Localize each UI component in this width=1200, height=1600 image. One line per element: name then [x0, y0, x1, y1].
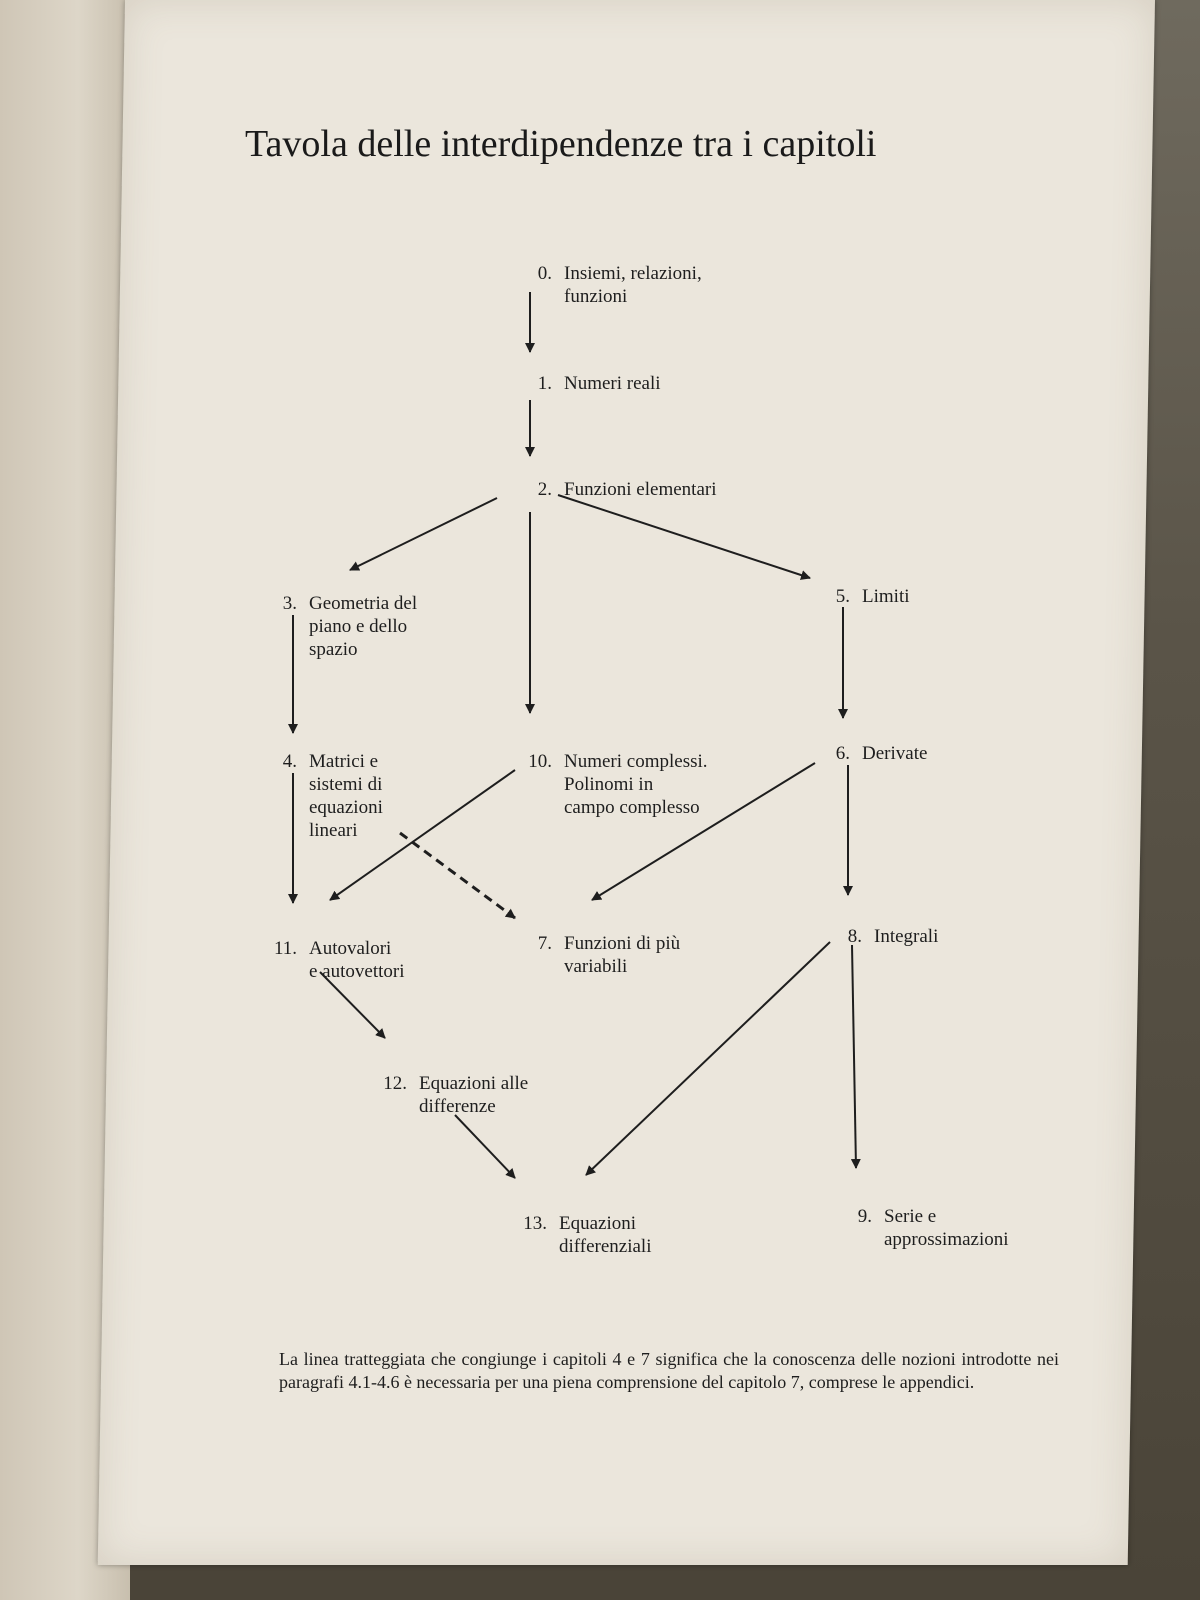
edge-2-to-3 [350, 498, 497, 570]
chapter-label-line: Serie e [884, 1206, 937, 1227]
chapter-label-line: differenze [419, 1096, 496, 1117]
chapter-label-line: differenziali [559, 1236, 652, 1257]
chapter-label [559, 1212, 652, 1258]
chapter-number: 2. [537, 479, 552, 500]
chapter-label-line: Polinomi in [564, 774, 654, 795]
chapter-label-line: Equazioni [559, 1213, 637, 1234]
page-title: Tavola delle interdipendenze tra i capitoli [245, 123, 877, 165]
chapter-number: 10. [528, 751, 552, 772]
footnote: La linea tratteggiata che congiunge i capitoli 4 e 7 significa che la conoscenza delle nozioni introdotte nei paragrafi 4.1-4.6 è necessaria per una piena comprensione del capitolo 7, comprese le appendici. [279, 1349, 1059, 1392]
chapter-label [564, 372, 661, 395]
chapter-label-line: Geometria del [309, 593, 418, 614]
chapter-label [874, 925, 938, 948]
chapter-number: 7. [537, 933, 552, 954]
chapter-label [564, 262, 702, 308]
chapter-label-line: Equazioni alle [419, 1073, 529, 1094]
chapter-label-line: campo complesso [564, 797, 700, 818]
chapter-label-line: Matrici e [309, 751, 379, 772]
chapter-label-line: variabili [564, 956, 628, 977]
chapter-label-line: funzioni [564, 286, 628, 307]
chapter-label [419, 1072, 528, 1118]
chapter-number: 6. [835, 743, 850, 764]
chapter-number: 12. [383, 1073, 407, 1094]
chapter-label-line: Insiemi, relazioni, [564, 263, 702, 284]
chapter-label [862, 742, 927, 765]
chapter-label [564, 478, 716, 501]
chapter-number: 1. [537, 373, 552, 394]
chapter-number: 0. [537, 263, 552, 284]
chapter-label-line: Funzioni elementari [564, 479, 717, 500]
chapter-label-line: sistemi di [309, 774, 383, 795]
chapter-number: 4. [282, 751, 297, 772]
chapter-label-line: approssimazioni [884, 1229, 1009, 1250]
chapter-label [564, 932, 680, 978]
chapter-label-line: Limiti [862, 586, 910, 607]
chapter-number: 3. [282, 593, 297, 614]
chapter-label [309, 937, 405, 983]
chapter-label [862, 585, 910, 608]
chapter-label-line: spazio [309, 639, 358, 660]
chapter-label [309, 592, 417, 661]
edge-8-to-9 [852, 945, 856, 1168]
chapter-label [309, 750, 383, 842]
chapter-label-line: e autovettori [309, 961, 405, 982]
edge-12-to-13 [455, 1115, 515, 1178]
chapter-number: 5. [835, 586, 850, 607]
chapter-label-line: Numeri complessi. [564, 751, 708, 772]
chapter-number: 9. [857, 1206, 872, 1227]
chapter-label-line: lineari [309, 820, 358, 841]
chapter-number: 8. [847, 926, 862, 947]
chapter-label-line: Derivate [862, 743, 928, 764]
chapter-number: 13. [523, 1213, 547, 1234]
chapter-label-line: Numeri reali [564, 373, 661, 394]
chapter-label-line: Funzioni di più [564, 933, 681, 954]
chapter-label-line: Autovalori [309, 938, 392, 959]
edge-4-to-7 [400, 833, 515, 918]
chapter-label [564, 750, 708, 819]
chapter-label-line: Integrali [874, 926, 939, 947]
chapter-number: 11. [273, 938, 297, 959]
chapter-label-line: equazioni [309, 797, 383, 818]
chapter-label-line: piano e dello [309, 616, 408, 637]
chapter-label [884, 1205, 1009, 1251]
edge-2-to-5 [558, 495, 810, 578]
edges [293, 292, 856, 1178]
